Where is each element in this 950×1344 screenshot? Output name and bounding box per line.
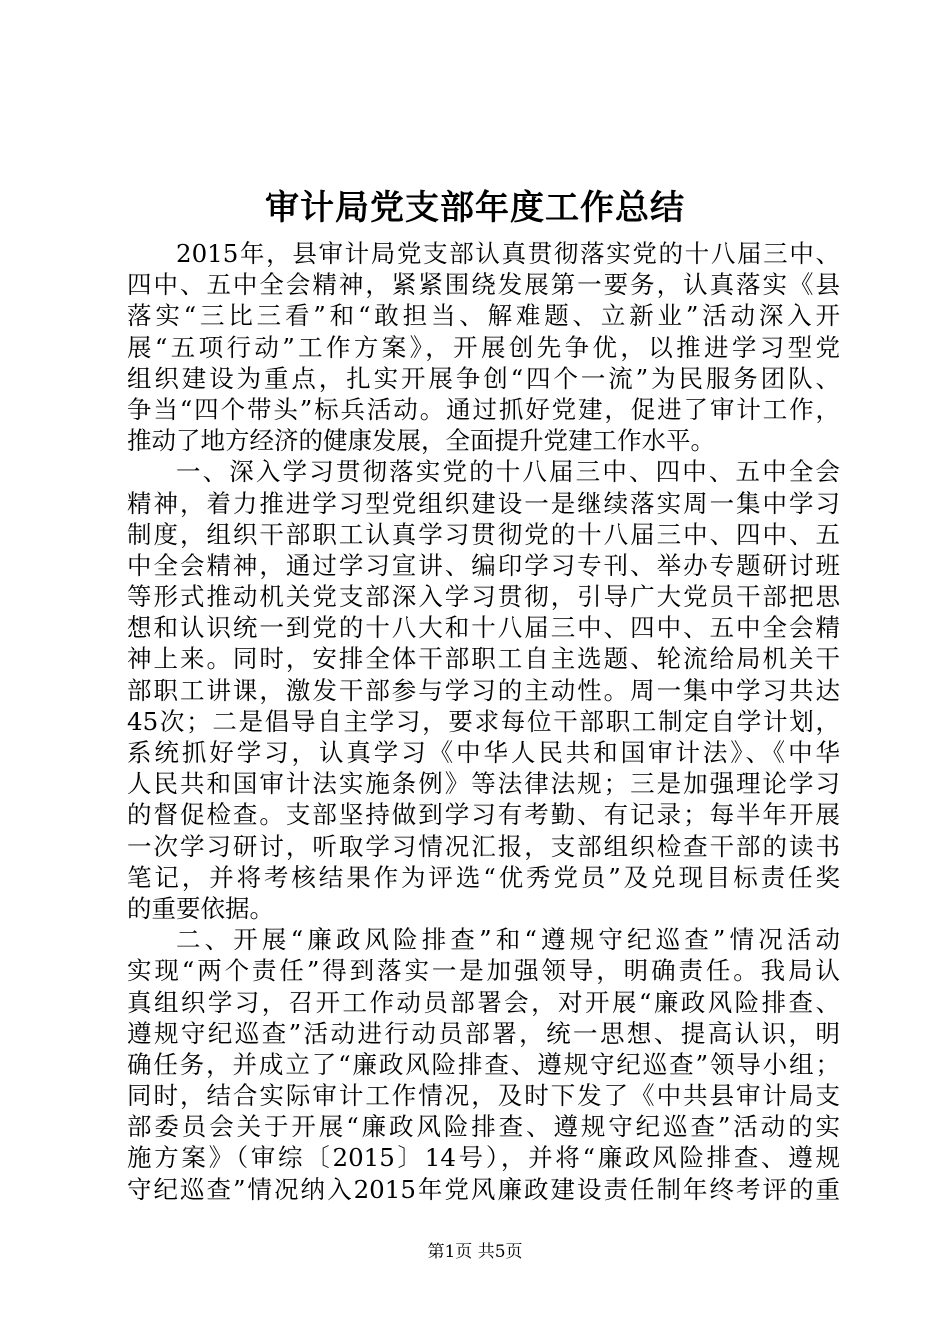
paragraph-line: 一、深入学习贯彻落实党的十八届三中、四中、五中全会 — [176, 457, 840, 487]
paragraph-line: 的督促检查。支部坚持做到学习有考勤、有记录；每半年开展 — [127, 800, 840, 830]
paragraph-line: 制度，组织干部职工认真学习贯彻党的十八届三中、四中、五 — [127, 519, 840, 549]
page-footer: 第1页 共5页 — [427, 1242, 523, 1262]
paragraph-line: 精神，着力推进学习型党组织建设一是继续落实周一集中学习 — [127, 488, 840, 518]
paragraph-line: 的重要依据。 — [127, 893, 274, 923]
paragraph-line: 确任务，并成立了“廉政风险排查、遵规守纪巡查”领导小组； — [127, 1049, 840, 1079]
paragraph-line: 推动了地方经济的健康发展，全面提升党建工作水平。 — [127, 426, 715, 456]
paragraph-line: 系统抓好学习，认真学习《中华人民共和国审计法》、《中华 — [127, 738, 840, 767]
paragraph-line: 施方案》（审综〔2015〕14号），并将“廉政风险排查、遵规 — [127, 1143, 840, 1173]
paragraph-line: 组织建设为重点，扎实开展争创“四个一流”为民服务团队、 — [127, 363, 840, 393]
document-body — [127, 238, 840, 1205]
paragraph-line: 同时，结合实际审计工作情况，及时下发了《中共县审计局支 — [127, 1081, 840, 1111]
paragraph-line: 四中、五中全会精神，紧紧围绕发展第一要务，认真落实《县 — [127, 270, 840, 300]
paragraph-line: 争当“四个带头”标兵活动。通过抓好党建，促进了审计工作， — [127, 394, 840, 424]
paragraph-line: 真组织学习，召开工作动员部署会，对开展“廉政风险排查、 — [127, 987, 840, 1017]
paragraph-line: 人民共和国审计法实施条例》等法律法规；三是加强理论学习 — [127, 769, 840, 799]
paragraph-line: 笔记，并将考核结果作为评选“优秀党员”及兑现目标责任奖 — [127, 862, 840, 892]
paragraph-line: 守纪巡查”情况纳入2015年党风廉政建设责任制年终考评的重 — [127, 1174, 840, 1204]
paragraph-line: 展“五项行动”工作方案》，开展创先争优，以推进学习型党 — [127, 332, 840, 362]
paragraph-line: 部委员会关于开展“廉政风险排查、遵规守纪巡查”活动的实 — [127, 1112, 840, 1142]
paragraph-line: 神上来。同时，安排全体干部职工自主选题、轮流给局机关干 — [127, 644, 840, 674]
paragraph-line: 一次学习研讨，听取学习情况汇报，支部组织检查干部的读书 — [127, 831, 840, 861]
paragraph-line: 实现“两个责任”得到落实一是加强领导，明确责任。我局认 — [127, 956, 840, 986]
paragraph-line: 2015年，县审计局党支部认真贯彻落实党的十八届三中、 — [176, 239, 840, 268]
paragraph-line: 等形式推动机关党支部深入学习贯彻，引导广大党员干部把思 — [127, 582, 840, 612]
paragraph-line: 想和认识统一到党的十八大和十八届三中、四中、五中全会精 — [127, 613, 840, 643]
paragraph-line: 中全会精神，通过学习宣讲、编印学习专刊、举办专题研讨班 — [127, 550, 840, 580]
paragraph-line: 二、开展“廉政风险排查”和“遵规守纪巡查”情况活动 — [176, 925, 840, 955]
paragraph-line: 遵规守纪巡查”活动进行动员部署，统一思想、提高认识，明 — [127, 1018, 840, 1048]
paragraph-line: 部职工讲课，激发干部参与学习的主动性。周一集中学习共达 — [127, 675, 840, 705]
paragraph-line: 落实“三比三看”和“敢担当、解难题、立新业”活动深入开 — [127, 301, 840, 331]
paragraph-line: 45次；二是倡导自主学习，要求每位干部职工制定自学计划， — [127, 706, 840, 736]
document-title: 审计局党支部年度工作总结 — [265, 188, 685, 228]
